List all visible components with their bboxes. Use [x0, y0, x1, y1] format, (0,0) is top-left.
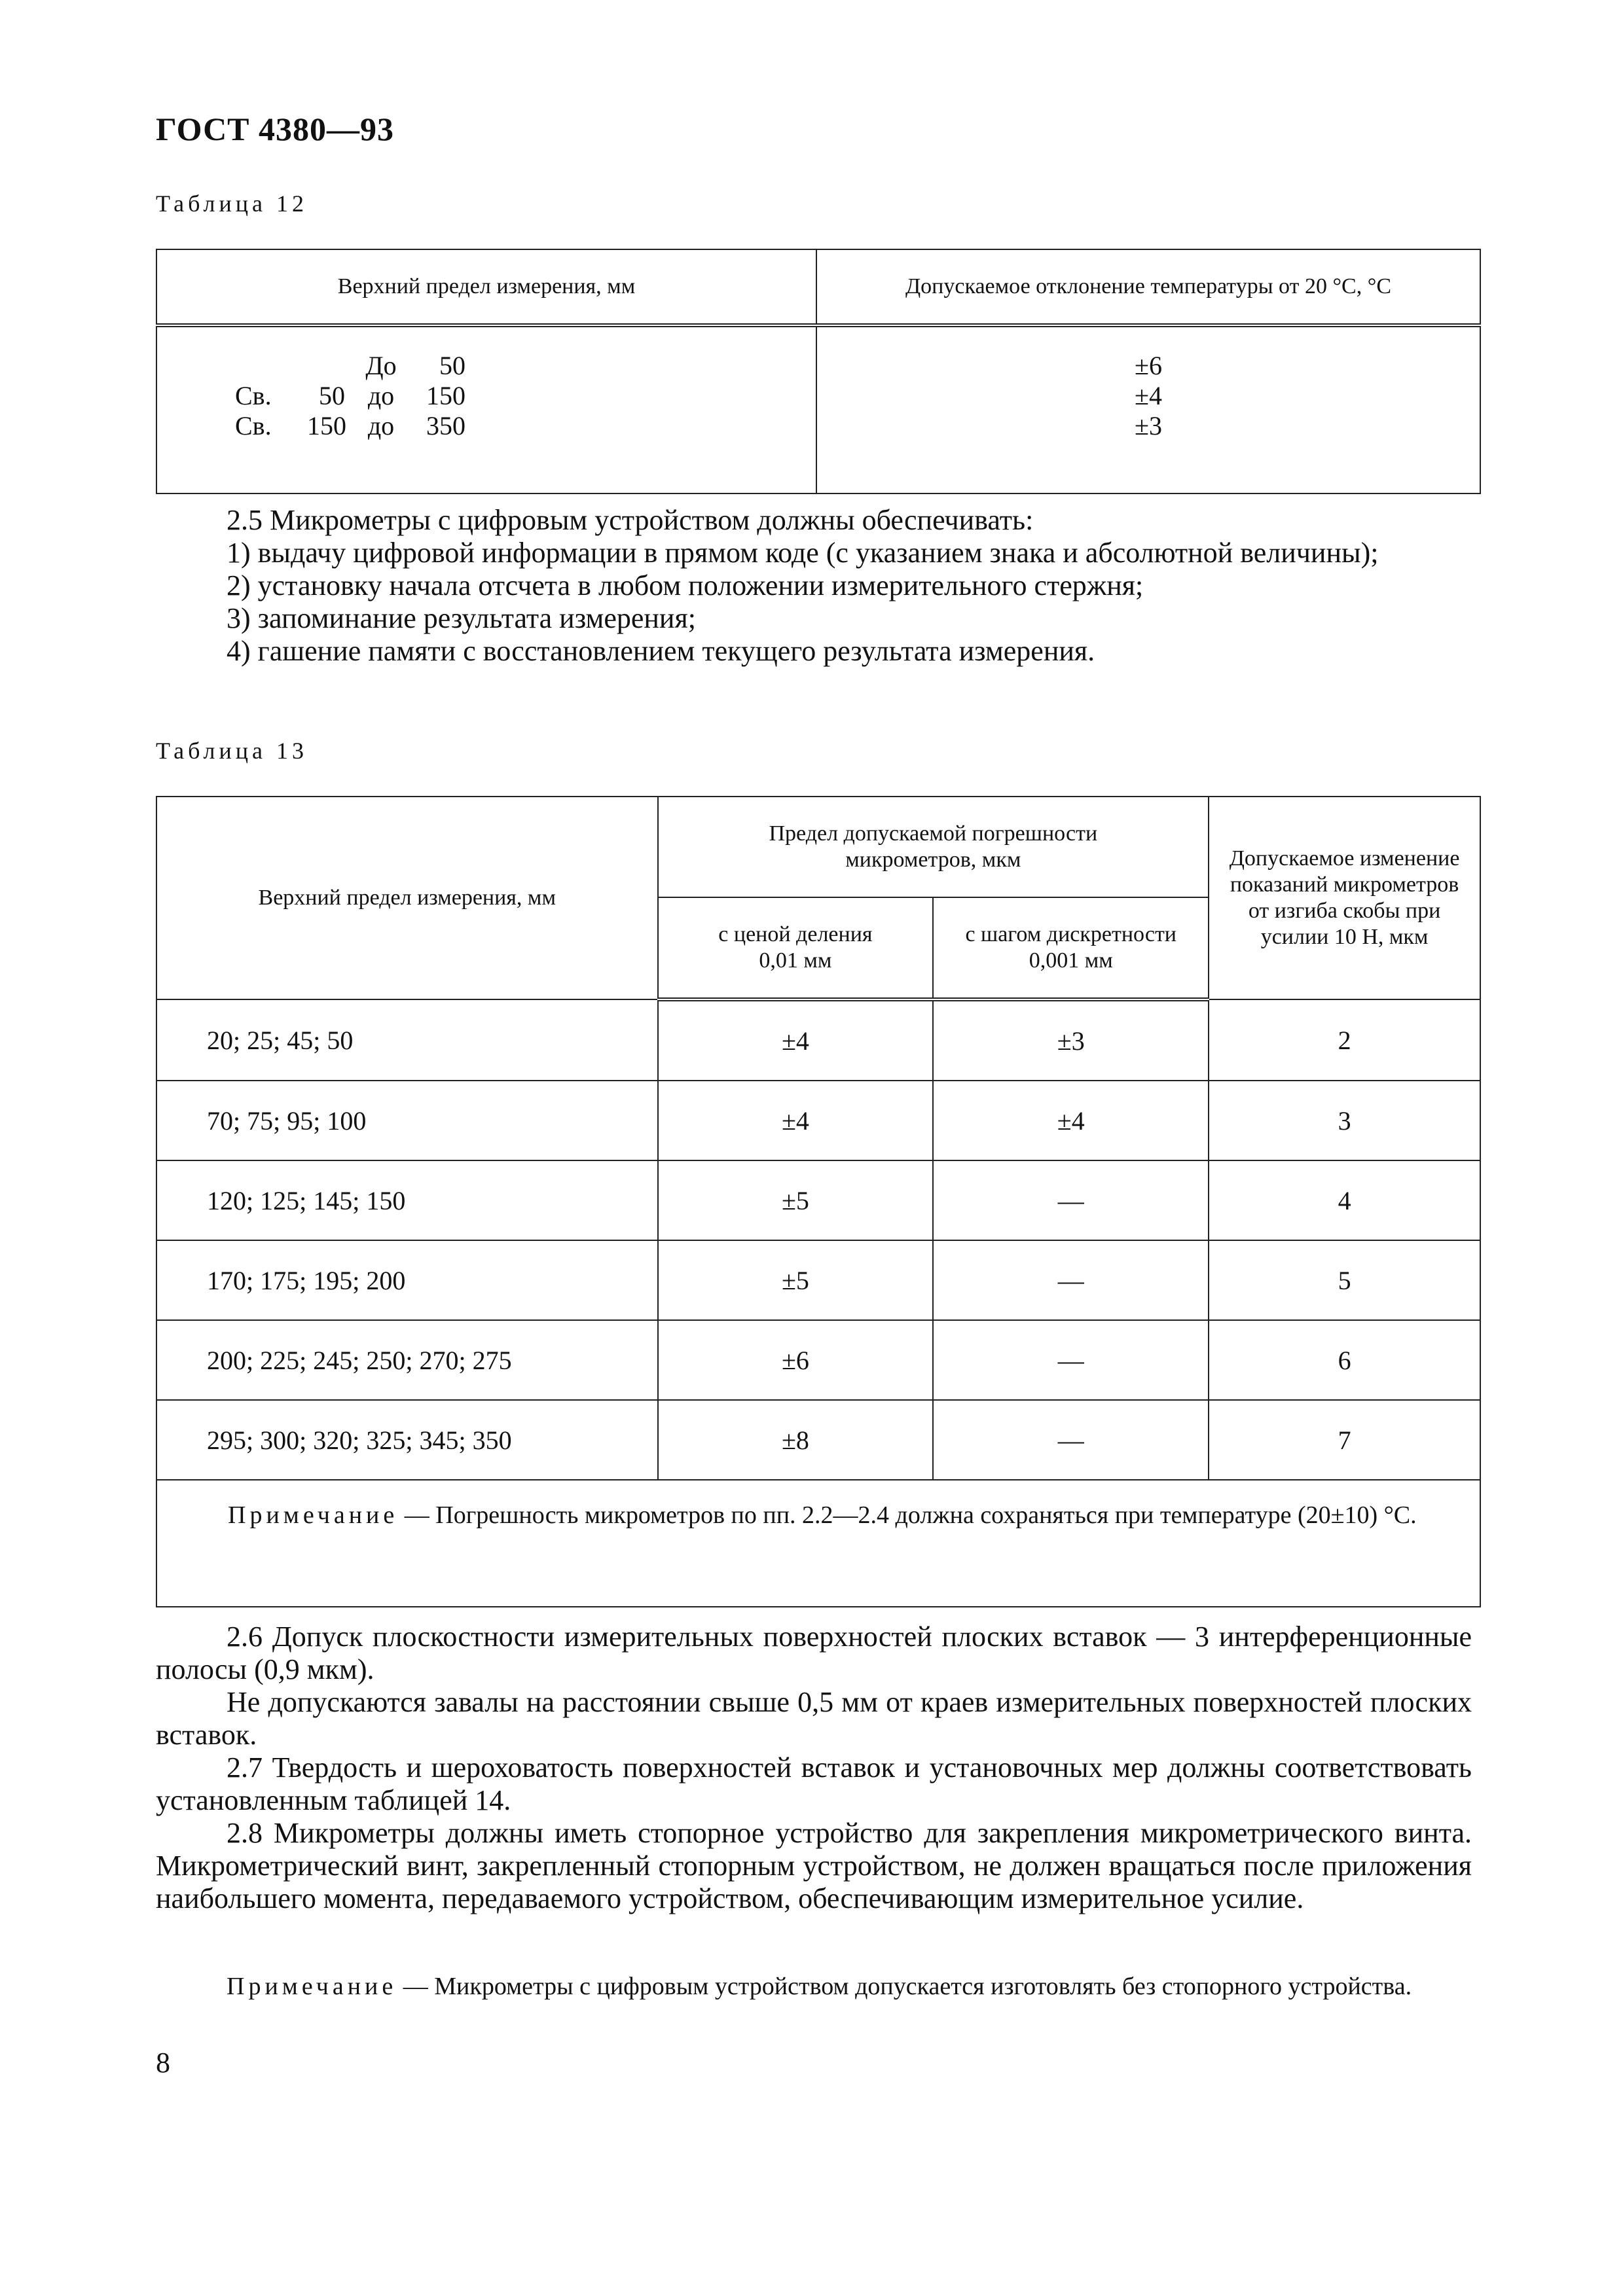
table-13-change: 2: [1209, 999, 1480, 1081]
table-row: [156, 1320, 1480, 1400]
table-13-note: [156, 1480, 1480, 1607]
section-2-8: 2.8 Микрометры должны иметь стопорное устройство для закрепления микрометрического винта. Микрометрический винт, закрепленный стопорным устройством, не должен вращаться после приложения наибольшего момента, передаваемого устройством, обеспечивающим измерительное усилие.: [156, 1817, 1472, 1914]
table-13-sizes: 295; 300; 320; 325; 345; 350: [156, 1400, 658, 1480]
sections-2-6-to-2-8: [156, 1621, 1472, 1915]
table-13-disc-tol: ±4: [933, 1081, 1209, 1160]
page-number: 8: [156, 2047, 170, 2079]
table-13-disc-tol: —: [933, 1240, 1209, 1320]
table-13-change: 6: [1209, 1320, 1480, 1400]
table-12-caption: Таблица 12: [156, 190, 308, 217]
table-12-range-row: До 50: [365, 351, 465, 380]
table-12-tolerance: ±4: [1135, 381, 1162, 410]
table-13-div-tol: ±5: [658, 1160, 934, 1240]
section-2-5-item: 4) гашение памяти с восстановлением текущего результата измерения.: [227, 635, 1095, 667]
table-row: [156, 1160, 1480, 1240]
table-13-change: 3: [1209, 1081, 1480, 1160]
table-13-change: 7: [1209, 1400, 1480, 1480]
final-note-label: Примечание: [227, 1973, 397, 2000]
table-13-disc-tol: —: [933, 1160, 1209, 1240]
table-13-sub2-header: с шагом дискретности 0,001 мм: [933, 897, 1209, 999]
table-row: [156, 1240, 1480, 1320]
table-13-caption: Таблица 13: [156, 738, 308, 764]
section-2-5-item: 3) запоминание результата измерения;: [227, 602, 696, 634]
section-2-6-paragraph: 2.6 Допуск плоскостности измерительных поверхностей плоских вставок — 3 интерференционные полосы (0,9 мкм).: [156, 1621, 1472, 1685]
table-12-tolerances-cell: [816, 325, 1480, 493]
section-2-5: [156, 504, 1472, 668]
table-12-ranges-cell: [156, 325, 816, 493]
table-13-div-tol: ±4: [658, 1081, 934, 1160]
table-13-sizes: 200; 225; 245; 250; 270; 275: [156, 1320, 658, 1400]
table-13-div-tol: ±4: [658, 999, 934, 1081]
table-13-disc-tol: —: [933, 1320, 1209, 1400]
table-12-tolerance: ±3: [1135, 411, 1162, 440]
table-13-change: 4: [1209, 1160, 1480, 1240]
section-2-5-item: 2) установку начала отсчета в любом положении измерительного стержня;: [227, 569, 1144, 601]
document-header: ГОСТ 4380—93: [156, 111, 395, 147]
final-note-text: — Микрометры с цифровым устройством допускается изготовлять без стопорного устройства.: [397, 1973, 1412, 2000]
table-row: [156, 1081, 1480, 1160]
section-2-7: 2.7 Твердость и шероховатость поверхностей вставок и установочных мер должны соответствовать установленным таблицей 14.: [156, 1751, 1472, 1816]
table-12-col1-header: Верхний предел измерения, мм: [156, 249, 816, 325]
table-13-change: 5: [1209, 1240, 1480, 1320]
table-13-note-text: — Погрешность микрометров по пп. 2.2—2.4 должна сохраняться при температуре (20±10) °С.: [398, 1501, 1417, 1529]
table-13-note-label: Примечание: [228, 1501, 399, 1529]
table-12-tolerance: ±6: [1135, 351, 1162, 380]
table-13-div-tol: ±8: [658, 1400, 934, 1480]
table-13: [156, 796, 1481, 1607]
table-13-col4-header: Допускаемое изменение показаний микрометров от изгиба скобы при усилии 10 Н, мкм: [1209, 797, 1480, 999]
table-12-col2-header: Допускаемое отклонение температуры от 20 °С, °С: [816, 249, 1480, 325]
section-2-6-paragraph: Не допускаются завалы на расстоянии свыше 0,5 мм от краев измерительных поверхностей плоских вставок.: [156, 1686, 1472, 1751]
table-12-range-row: Св. 50 до 150: [235, 381, 465, 410]
table-13-sizes: 170; 175; 195; 200: [156, 1240, 658, 1320]
section-2-5-item: 1) выдачу цифровой информации в прямом коде (с указанием знака и абсолютной величины);: [227, 537, 1379, 569]
section-2-5-intro: 2.5 Микрометры с цифровым устройством должны обеспечивать:: [227, 504, 1034, 536]
final-note: [156, 1970, 1472, 2003]
table-13-sizes: 70; 75; 95; 100: [156, 1081, 658, 1160]
table-13-sizes: 120; 125; 145; 150: [156, 1160, 658, 1240]
table-13-note-row: [156, 1480, 1480, 1607]
table-13-div-tol: ±6: [658, 1320, 934, 1400]
table-13-group-header: Предел допускаемой погрешности микрометров, мкм: [658, 797, 1209, 897]
table-13-sub1-header: с ценой деления 0,01 мм: [658, 897, 934, 999]
table-row: [156, 1400, 1480, 1480]
table-13-disc-tol: ±3: [933, 999, 1209, 1081]
table-13-disc-tol: —: [933, 1400, 1209, 1480]
table-13-sizes: 20; 25; 45; 50: [156, 999, 658, 1081]
table-12: [156, 249, 1481, 494]
table-13-div-tol: ±5: [658, 1240, 934, 1320]
table-row: [156, 999, 1480, 1081]
table-13-col1-header: Верхний предел измерения, мм: [156, 797, 658, 999]
table-12-range-row: Св. 150 до 350: [235, 411, 465, 440]
